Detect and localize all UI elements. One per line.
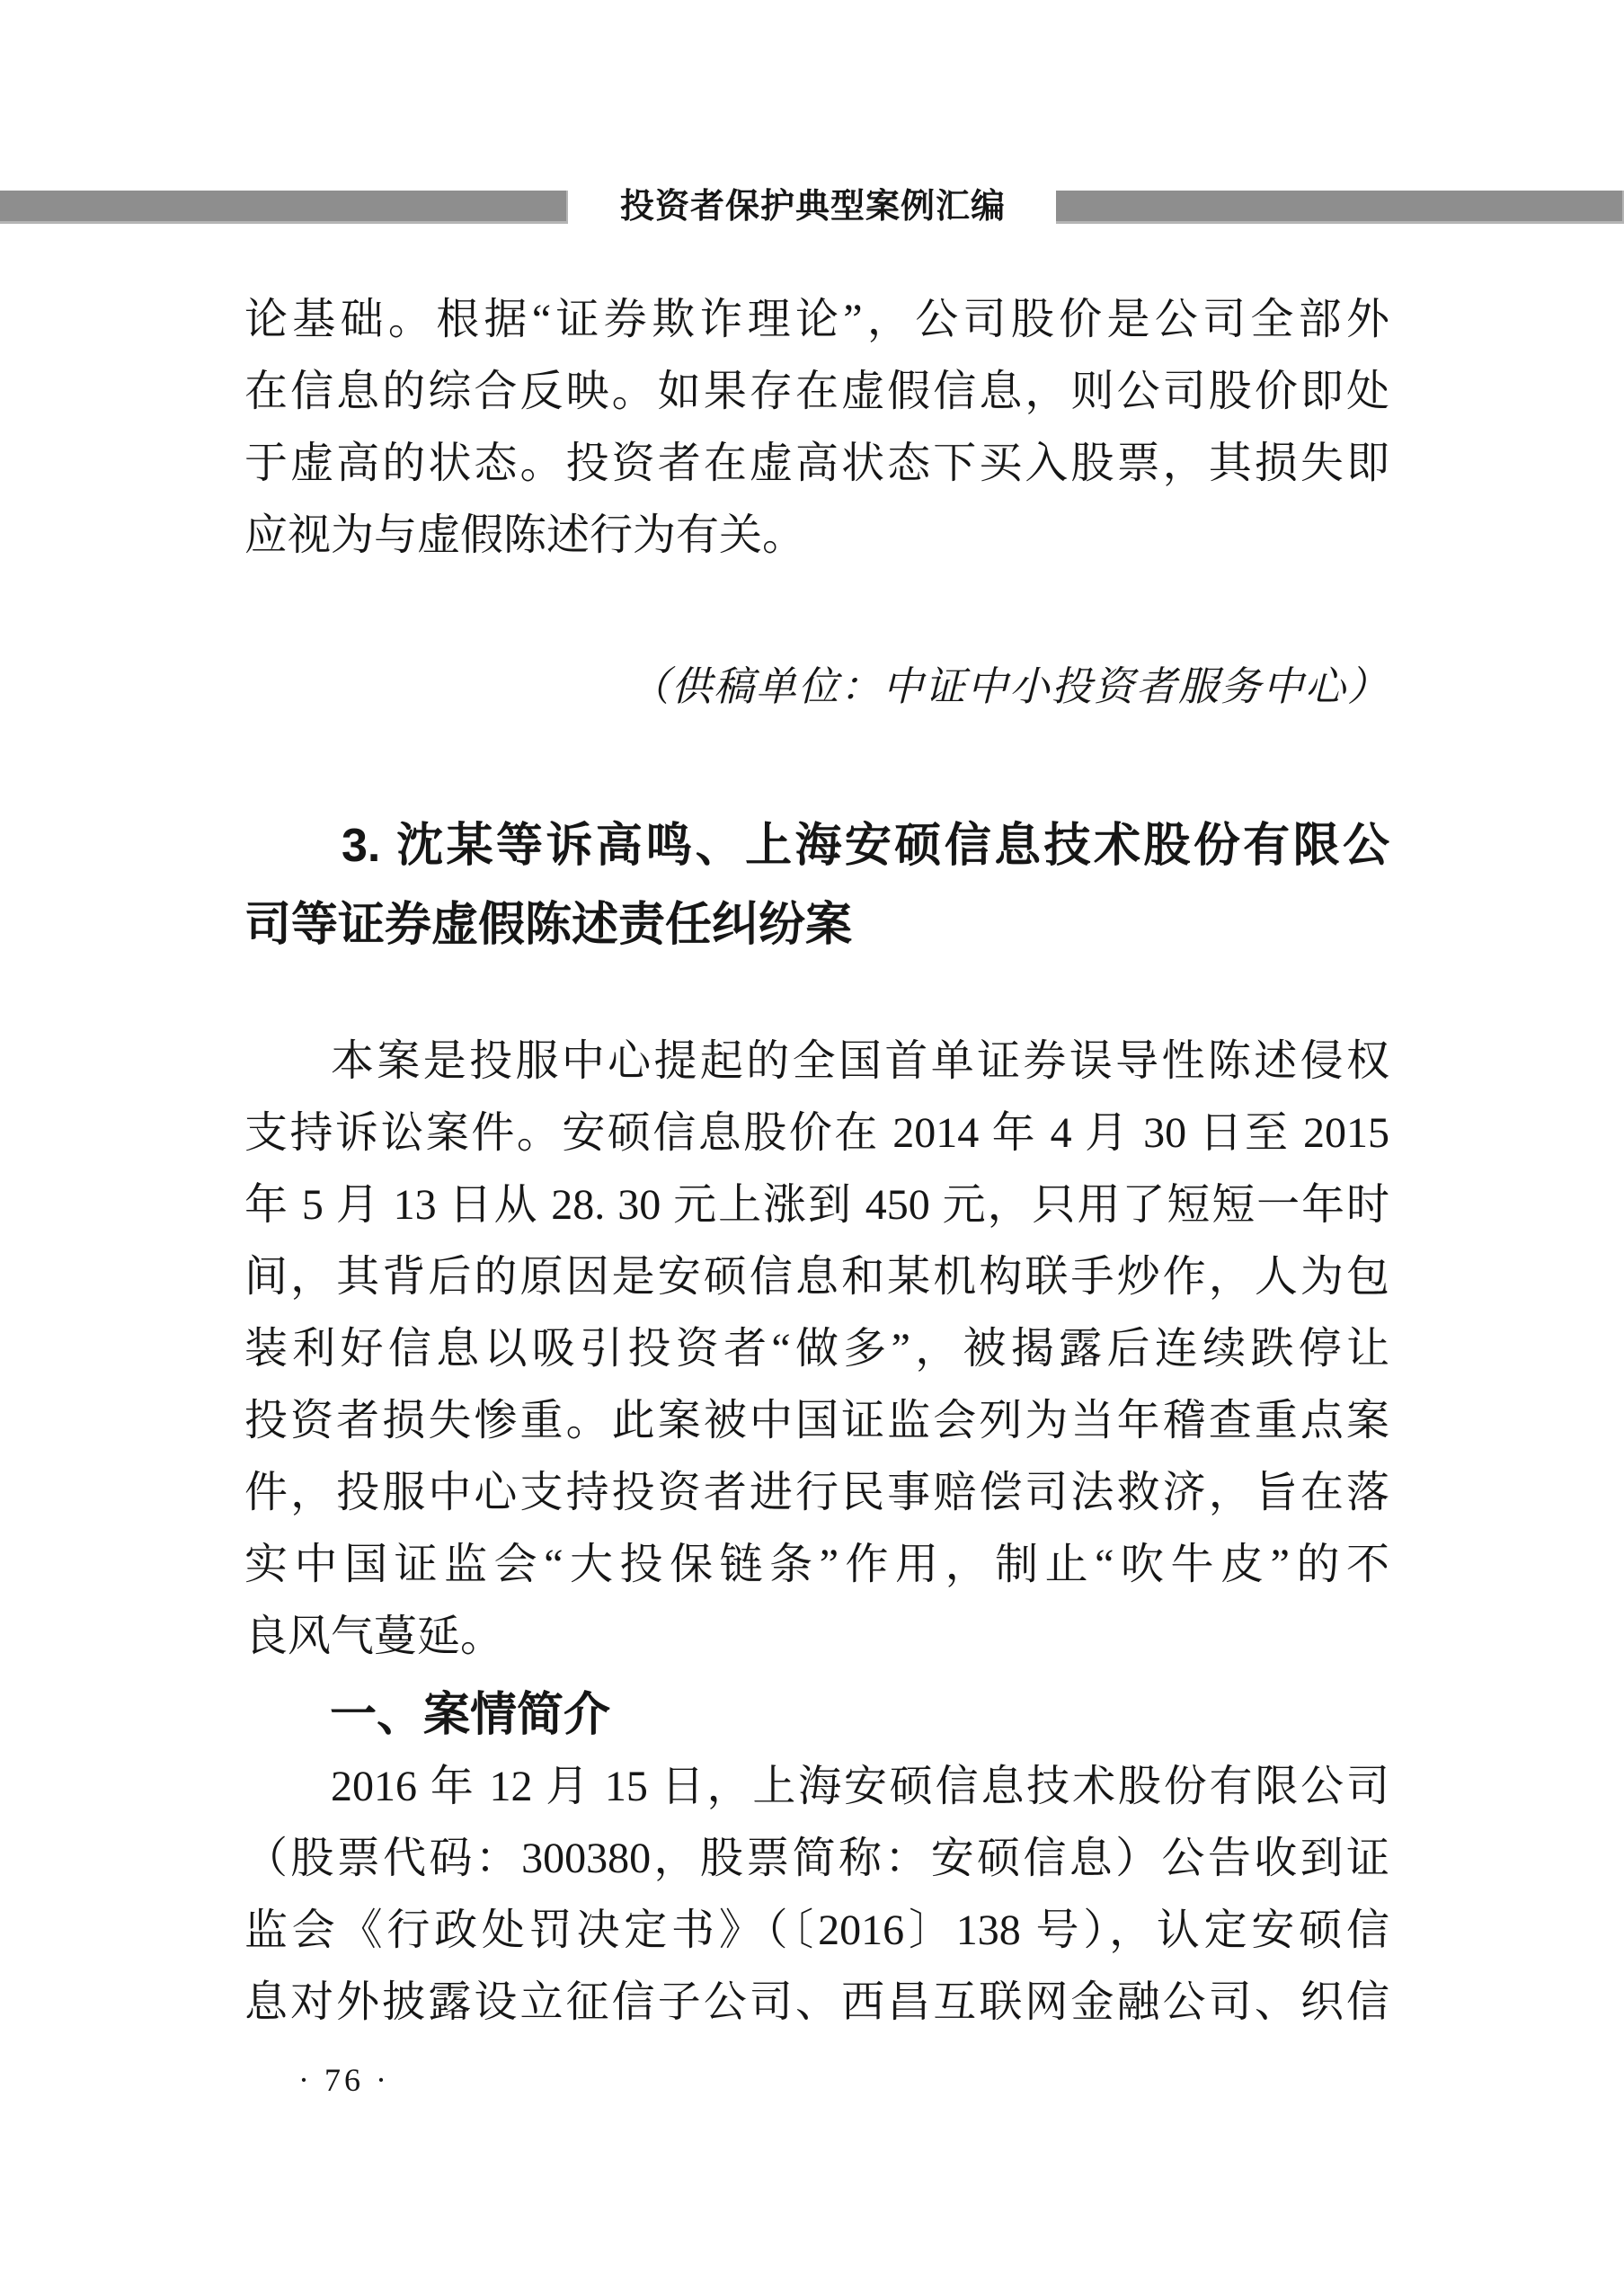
text-line: 实中国证监会“大投保链条”作用，制止“吹牛皮”的不 (244, 1541, 1389, 1588)
text-line: 投资者损失惨重。此案被中国证监会列为当年稽查重点案 (244, 1397, 1389, 1444)
paragraph-case-overview (244, 1026, 1389, 1673)
text-line: 在信息的综合反映。如果存在虚假信息，则公司股价即处 (244, 368, 1389, 415)
text-line: 件，投服中心支持投资者进行民事赔偿司法救济，旨在落 (244, 1469, 1389, 1516)
section-heading-case-3 (244, 806, 1389, 964)
text-line: 装利好信息以吸引投资者“做多”，被揭露后连续跌停让 (244, 1325, 1389, 1373)
running-header-title: 投资者保护典型案例汇编 (620, 188, 1007, 226)
attribution-line: （供稿单位：中证中小投资者服务中心） (628, 664, 1389, 709)
text-line: 司等证券虚假陈述责任纠纷案 (244, 899, 853, 951)
text-line: 2016 年 12 月 15 日，上海安硕信息技术股份有限公司 (331, 1763, 1389, 1810)
text-block (244, 0, 1389, 2100)
text-line: 监会《行政处罚决定书》（〔2016〕138 号），认定安硕信 (244, 1906, 1389, 1954)
text-line: 支持诉讼案件。安硕信息股价在 2014 年 4 月 30 日至 2015 (244, 1109, 1389, 1157)
page-number: · 76 · (298, 2062, 390, 2098)
paragraph-case-intro (244, 1751, 1389, 2039)
paragraph-theory-continuation (244, 284, 1389, 572)
text-line: 本案是投服中心提起的全国首单证券误导性陈述侵权 (331, 1037, 1389, 1085)
text-line: 3. 沈某等诉高鸣、上海安硕信息技术股份有限公 (342, 820, 1389, 872)
text-line: 间，其背后的原因是安硕信息和某机构联手炒作，人为包 (244, 1253, 1389, 1301)
subsection-heading-case-summary: 一、案情简介 (330, 1689, 611, 1741)
text-line: 于虚高的状态。投资者在虚高状态下买入股票，其损失即 (244, 440, 1389, 487)
text-line: 息对外披露设立征信子公司、西昌互联网金融公司、织信 (244, 1978, 1389, 2026)
text-line: （股票代码：300380，股票简称：安硕信息）公告收到证 (244, 1835, 1389, 1882)
text-line: 论基础。根据“证券欺诈理论”，公司股价是公司全部外 (244, 296, 1389, 343)
text-line: 应视为与虚假陈述行为有关。 (244, 511, 806, 559)
text-line: 良风气蔓延。 (244, 1613, 504, 1660)
text-line: 年 5 月 13 日从 28. 30 元上涨到 450 元，只用了短短一年时 (244, 1181, 1389, 1229)
